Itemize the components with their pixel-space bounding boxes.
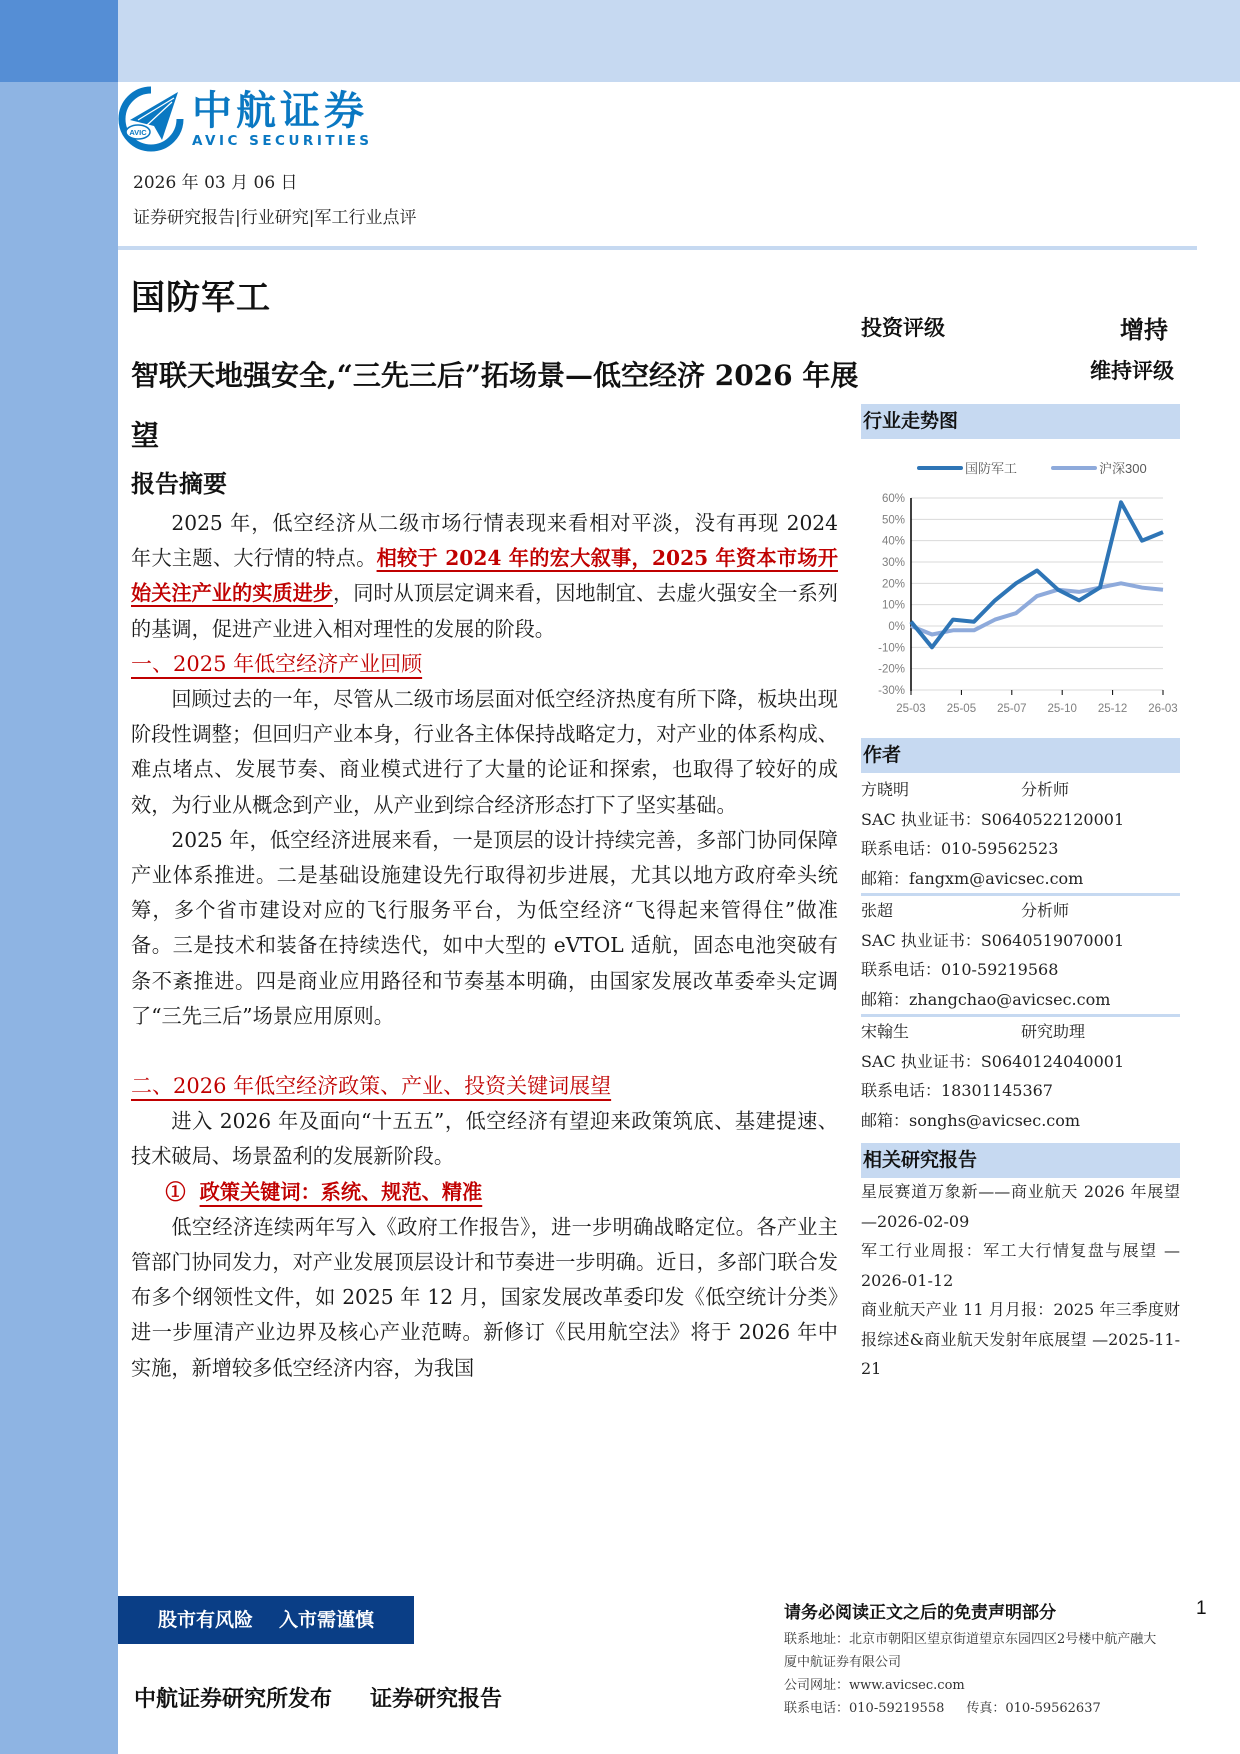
subsection-1-heading: ① 政策关键词：系统、规范、精准: [165, 1179, 483, 1204]
section-1-heading: 一、2025 年低空经济产业回顾: [131, 651, 423, 676]
author-cert: SAC 执业证书：S0640522120001: [861, 809, 1125, 829]
paragraph-1: 2025 年，低空经济从二级市场行情表现来看相对平淡，没有再现 2024 年大主题、大行情的特点。相较于 2024 年的宏大叙事，2025 年资本市场开始关注产业的实质进步，同时从顶层定调来看，因地制宜、去虚火强安全一系列的基调，促进产业进入相对理性的发展的阶段。: [131, 511, 838, 641]
publisher-name: 中航证券研究所发布: [134, 1686, 333, 1712]
report-date: 2026 年 03 月 06 日: [133, 173, 298, 193]
author-email[interactable]: 邮箱：fangxm@avicsec.com: [861, 868, 1084, 888]
disclaimer-note: 请务必阅读正文之后的免责声明部分: [784, 1603, 1056, 1623]
author-name: 宋翰生: [861, 1022, 910, 1041]
svg-text:10%: 10%: [881, 599, 905, 612]
logo-text-en: AVIC SECURITIES: [192, 133, 373, 149]
svg-text:50%: 50%: [881, 514, 905, 527]
svg-text:60%: 60%: [881, 493, 905, 505]
logo-text-cn: 中航证券: [192, 88, 368, 134]
contact-info: [784, 1628, 1164, 1720]
trend-chart-heading: 行业走势图: [861, 404, 1180, 439]
svg-text:25-03: 25-03: [896, 703, 926, 715]
contact-address: 联系地址：北京市朝阳区望京街道望京东园四区2号楼中航产融大厦中航证券有限公司: [784, 1632, 1157, 1670]
rating-label: 投资评级: [861, 315, 945, 340]
svg-text:30%: 30%: [881, 557, 905, 569]
highlight-text: 相较于 2024 年的宏大叙事，2025 年资本市场开始关注产业的实质进步: [131, 546, 838, 606]
publisher-type: 证券研究报告: [370, 1686, 503, 1712]
related-report-link[interactable]: 星辰赛道万象新——商业航天 2026 年展望 —2026-02-09: [861, 1182, 1180, 1231]
author-email[interactable]: 邮箱：songhs@avicsec.com: [861, 1110, 1081, 1130]
svg-text:40%: 40%: [881, 535, 905, 548]
contact-website[interactable]: 公司网址：www.avicsec.com: [784, 1678, 965, 1693]
sector-title: 国防军工: [131, 278, 271, 318]
related-report-link[interactable]: 军工行业周报：军工大行情复盘与展望 —2026-01-12: [861, 1241, 1180, 1290]
svg-text:国防军工: 国防军工: [965, 461, 1018, 476]
author-phone: 联系电话：18301145367: [861, 1081, 1053, 1100]
author-email[interactable]: 邮箱：zhangchao@avicsec.com: [861, 989, 1111, 1009]
svg-text:25-10: 25-10: [1047, 703, 1077, 715]
left-stripe-top: [0, 0, 118, 82]
svg-text:-30%: -30%: [878, 685, 905, 697]
paragraph-5: 低空经济连续两年写入《政府工作报告》，进一步明确战略定位。各产业主管部门协同发力，对产业发展顶层设计和节奏进一步明确。近日，多部门联合发布多个纲领性文件，如 2025 年 12 月，国家发展改革委印发《低空统计分类》进一步厘清产业边界及核心产业范畴。新修订《民用航空法》将于 2026 年中实施，新增较多低空经济内容，为我国: [131, 1214, 838, 1380]
rating-action: 维持评级: [1090, 358, 1174, 383]
svg-text:-20%: -20%: [878, 663, 905, 676]
author-card: [861, 896, 1180, 1014]
author-role: 分析师: [1021, 780, 1070, 799]
related-reports-heading: 相关研究报告: [861, 1143, 1180, 1178]
author-name: 张超: [861, 901, 894, 920]
svg-text:AVIC: AVIC: [129, 128, 147, 137]
paragraph-3: 2025 年，低空经济进展来看，一是顶层的设计持续完善，多部门协同保障产业体系推进。二是基础设施建设先行取得初步进展，尤其以地方政府牵头统筹，多个省市建设对应的飞行服务平台，为低空经济“飞得起来管得住”做准备。三是技术和装备在持续迭代，如中大型的 eVTOL 适航，固态电池突破有条不紊推进。四是商业应用路径和节奏基本明确，由国家发展改革委牵头定调了“三先三后”场景应用原则。: [131, 827, 838, 1028]
page-number: 1: [1196, 1598, 1207, 1619]
author-role: 分析师: [1021, 901, 1070, 920]
svg-text:25-12: 25-12: [1097, 703, 1128, 715]
company-logo: [118, 82, 408, 156]
left-stripe: [0, 82, 118, 1754]
contact-phone: 联系电话：010-59219558: [784, 1701, 945, 1716]
line-chart: [861, 450, 1181, 720]
author-cert: SAC 执业证书：S0640519070001: [861, 930, 1125, 950]
author-phone: 联系电话：010-59219568: [861, 960, 1059, 979]
report-body: [131, 506, 838, 1386]
svg-text:-10%: -10%: [878, 642, 905, 655]
author-role: 研究助理: [1021, 1022, 1086, 1041]
author-card: [861, 775, 1180, 893]
section-2-heading: 二、2026 年低空经济政策、产业、投资关键词展望: [131, 1074, 612, 1099]
report-title: 智联天地强安全,“三先三后”拓场景—低空经济 2026 年展望: [131, 359, 859, 452]
header-divider: [118, 246, 1197, 250]
rating-value: 增持: [1120, 315, 1168, 344]
authors-heading: 作者: [861, 738, 1180, 773]
author-name: 方晓明: [861, 780, 910, 799]
svg-text:沪深300: 沪深300: [1099, 461, 1147, 476]
industry-trend-chart: [861, 450, 1181, 720]
top-band: [118, 0, 1240, 82]
svg-text:25-07: 25-07: [997, 703, 1027, 715]
abstract-heading: 报告摘要: [131, 469, 227, 498]
svg-text:20%: 20%: [881, 578, 905, 591]
risk-warning-left: 股市有风险: [158, 1609, 254, 1631]
author-phone: 联系电话：010-59562523: [861, 839, 1059, 858]
svg-text:0%: 0%: [888, 621, 905, 633]
paragraph-4: 进入 2026 年及面向“十五五”，低空经济有望迎来政策筑底、基建提速、技术破局、场景盈利的发展新阶段。: [131, 1109, 838, 1169]
avic-logo-icon: [118, 86, 184, 152]
breadcrumb: 证券研究报告|行业研究|军工行业点评: [133, 208, 417, 228]
related-report-link[interactable]: 商业航天产业 11 月月报：2025 年三季度财报综述&商业航天发射年底展望 —2025-11-21: [861, 1300, 1180, 1378]
author-cert: SAC 执业证书：S0640124040001: [861, 1051, 1125, 1071]
risk-warning-right: 入市需谨慎: [279, 1609, 375, 1631]
authors-list: [861, 775, 1180, 1135]
risk-warning-box: [118, 1596, 414, 1644]
svg-text:26-03: 26-03: [1148, 703, 1178, 715]
related-reports-list: [861, 1177, 1180, 1384]
svg-text:25-05: 25-05: [946, 703, 977, 715]
paragraph-2: 回顾过去的一年，尽管从二级市场层面对低空经济热度有所下降，板块出现阶段性调整；但回归产业本身，行业各主体保持战略定力，对产业的体系构成、难点堵点、发展节奏、商业模式进行了大量的论证和探索，也取得了较好的成效，为行业从概念到产业，从产业到综合经济形态打下了坚实基础。: [131, 687, 838, 817]
publisher-line: [134, 1682, 540, 1713]
author-card: [861, 1017, 1180, 1135]
contact-fax: 传真：010-59562637: [966, 1701, 1101, 1716]
